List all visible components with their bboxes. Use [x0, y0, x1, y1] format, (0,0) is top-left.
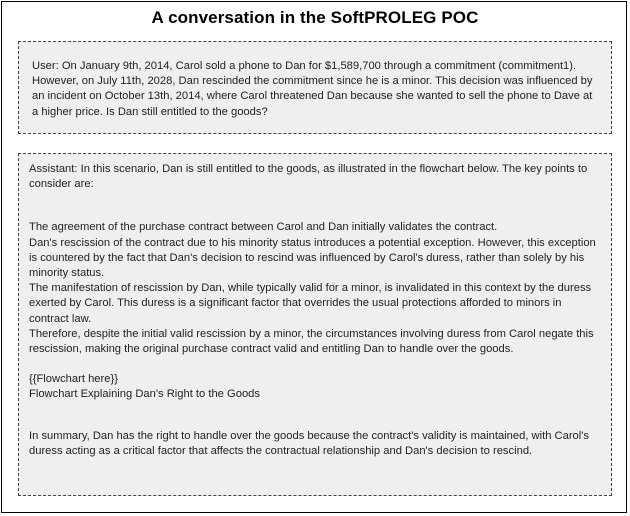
assistant-point-3: The manifestation of rescission by Dan, while typically valid for a minor, is invalidated in this context by the duress exerted by Carol. This duress is a significant factor that overrides the usual protections afforded to minors in contract law.	[29, 282, 592, 325]
spacer	[29, 357, 601, 372]
assistant-point-4: Therefore, despite the initial valid rescission by a minor, the circumstances involving duress from Carol negate this rescission, making the original purchase contract valid and entitling Dan to handle over the goods.	[29, 327, 594, 356]
user-message-bubble	[18, 41, 612, 134]
user-message-text: User: On January 9th, 2014, Carol sold a phone to Dan for $1,589,700 through a commitment (commitment1). However, on July 11th, 2028, Dan rescinded the commitment since he is a minor. This decision was influenced by an incident on October 13th, 2014, where Carol threatened Dan because she wanted to sell the phone to Dave at a higher price. Is Dan still entitled to the goods?	[32, 60, 593, 118]
spacer	[29, 403, 601, 429]
page-title: A conversation in the SoftPROLEG POC	[151, 8, 479, 27]
flowchart-caption: Flowchart Explaining Dan's Right to the Goods	[29, 388, 260, 401]
assistant-message-bubble	[18, 153, 612, 496]
assistant-point-2: Dan's rescission of the contract due to his minority status introduces a potential exception. However, this exception is countered by the fact that Dan's decision to rescind was influenced by Carol's duress, rather than solely by his minority status.	[29, 236, 596, 280]
flowchart-placeholder: {{Flowchart here}}	[29, 373, 118, 386]
assistant-intro-text: Assistant: In this scenario, Dan is still entitled to the goods, as illustrated in the flowchart below. The key points to consider are:	[29, 163, 588, 191]
assistant-point-1: The agreement of the purchase contract between Carol and Dan initially validates the contract.	[29, 221, 498, 234]
assistant-summary-text: In summary, Dan has the right to handle over the goods because the contract's validity is maintained, with Carol's duress acting as a critical factor that affects the contractual relationship and Dan's decision to rescind.	[29, 429, 589, 457]
spacer	[29, 192, 601, 220]
